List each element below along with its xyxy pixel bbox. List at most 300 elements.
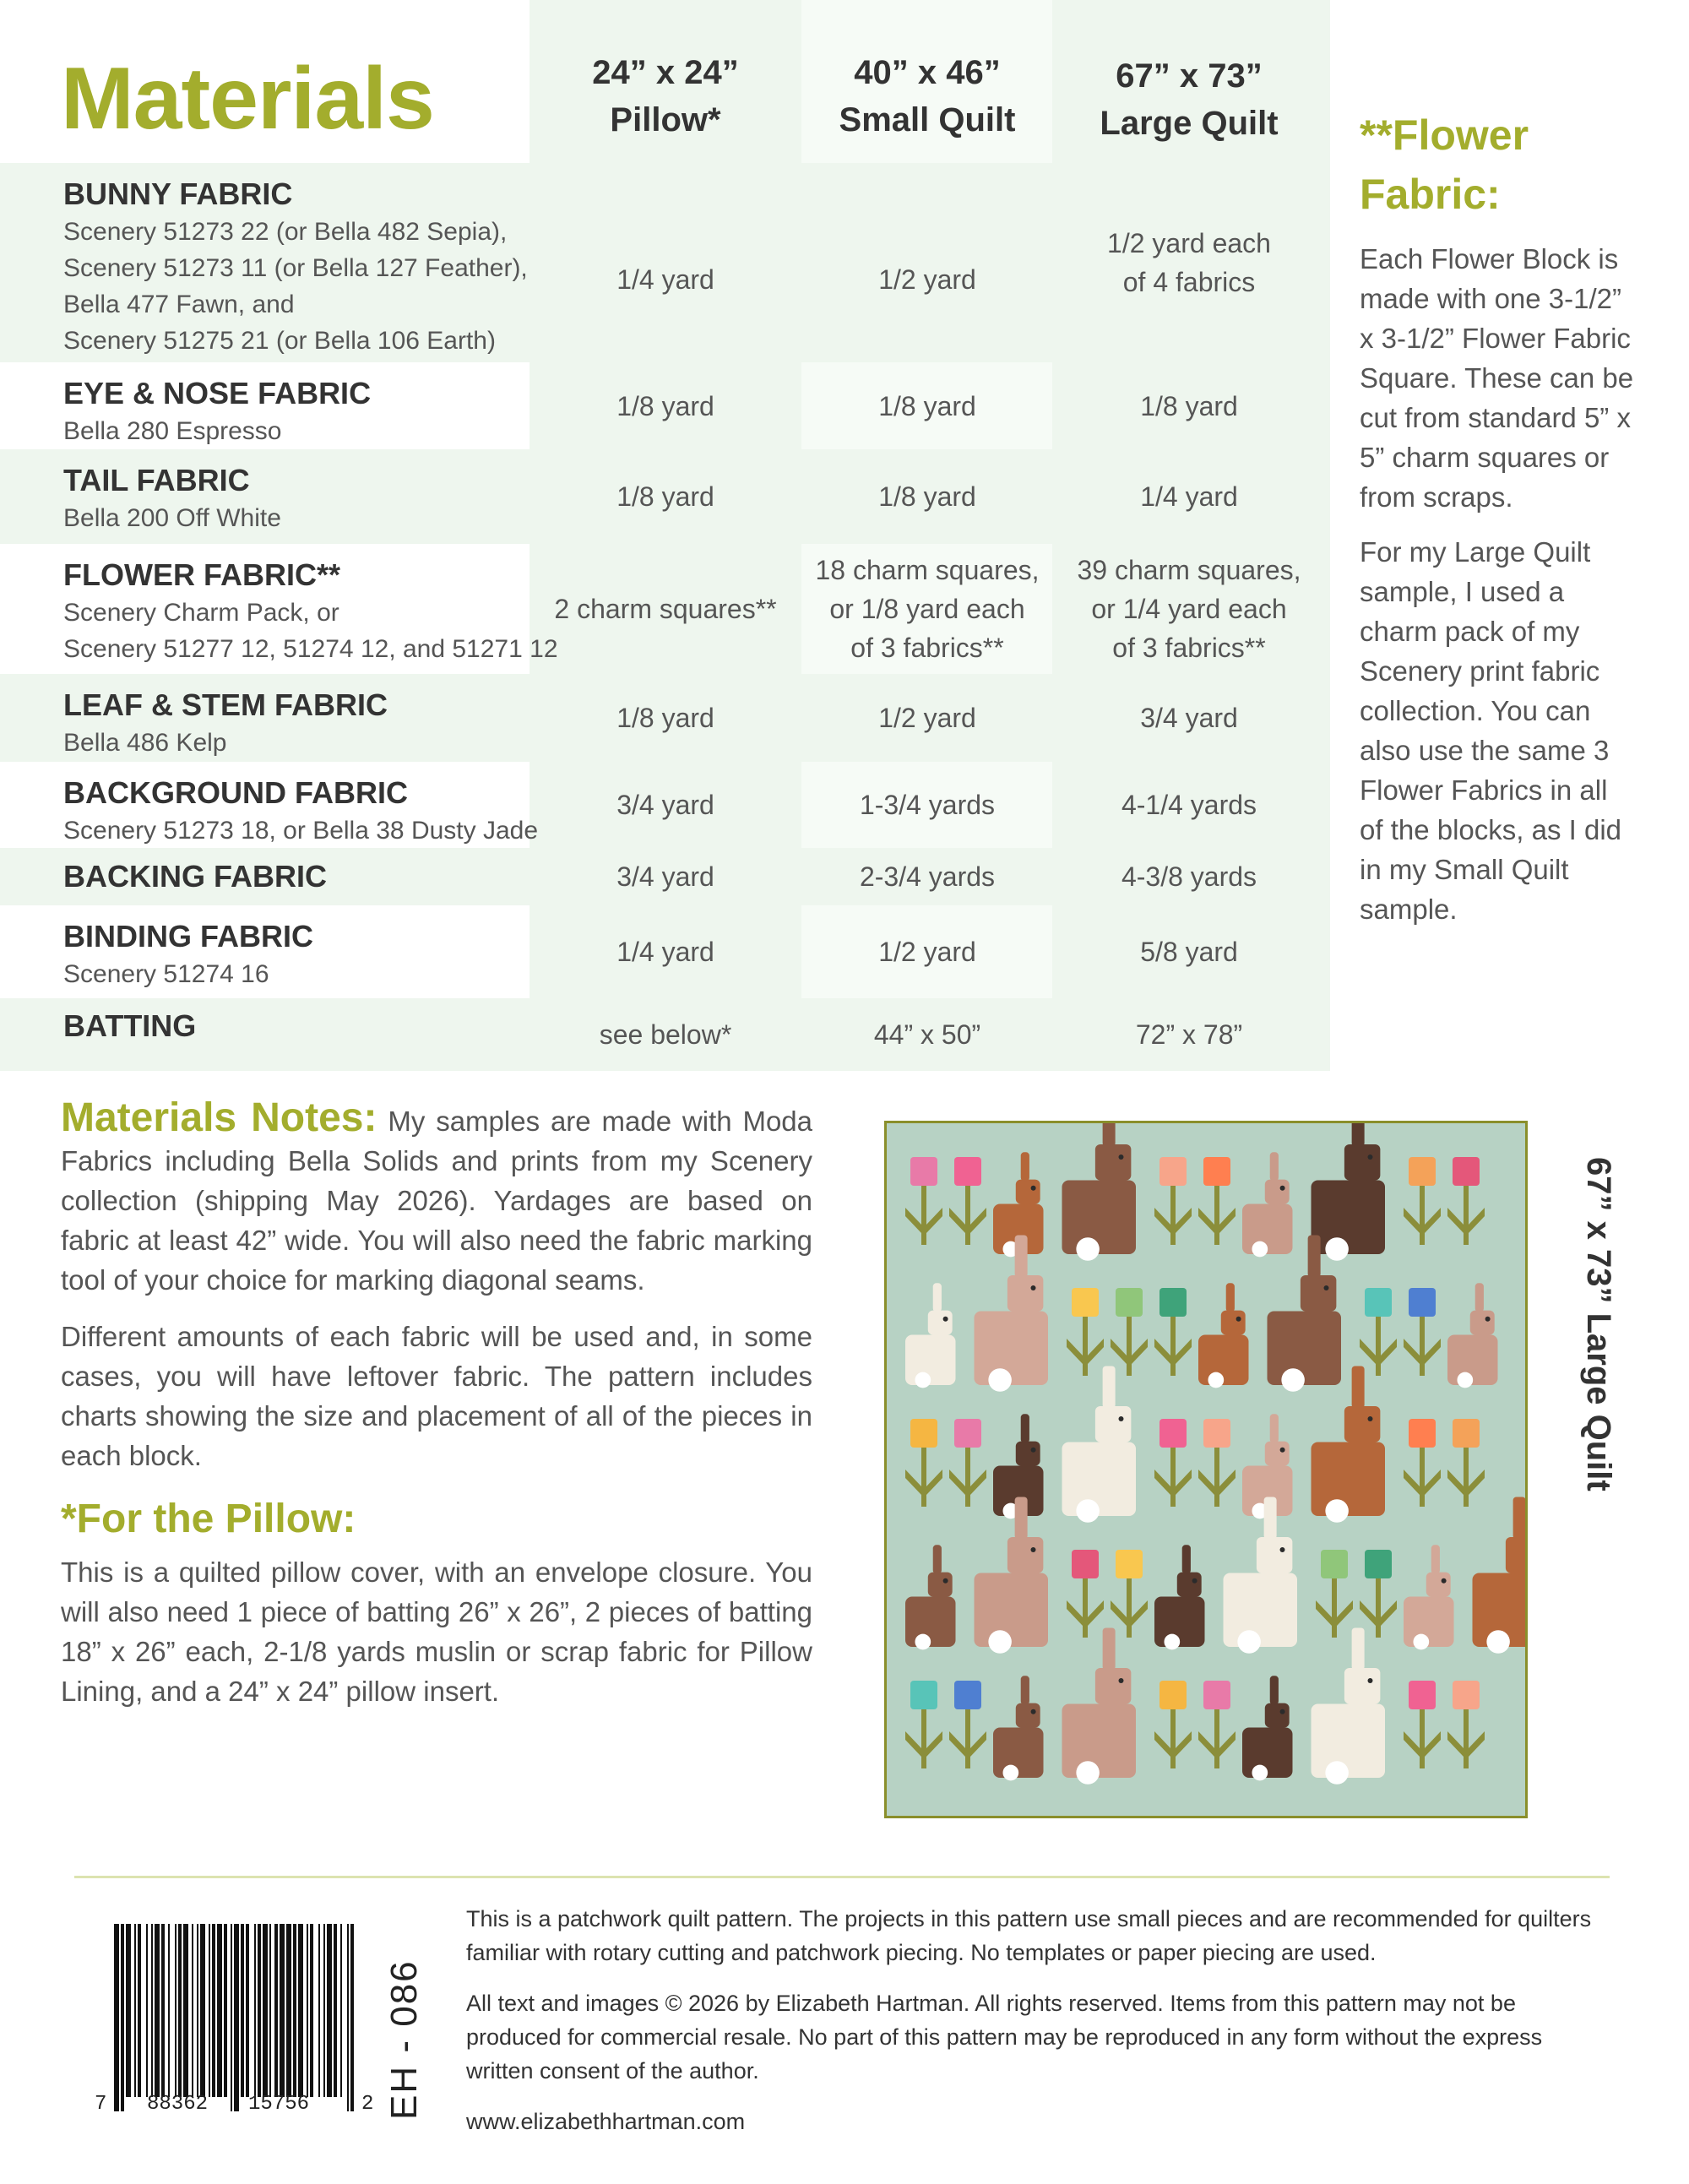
bunny-tail (1325, 1761, 1349, 1785)
bunny-ear (1431, 1545, 1440, 1573)
bunny-ear (1015, 1497, 1028, 1540)
barcode-bar (161, 1924, 165, 2097)
bunny-eye (1031, 1285, 1036, 1290)
bunny-eye (1236, 1317, 1241, 1322)
bunny-eye (1368, 1154, 1373, 1160)
leaf (1425, 1470, 1441, 1495)
barcode-bar (183, 1924, 188, 2097)
quilt-illustration (887, 1123, 1525, 1816)
flower-stem (1420, 1709, 1425, 1768)
bunny-tail (988, 1368, 1012, 1392)
flower-note-paragraph: Each Flower Block is made with one 3-1/2” x 3-1/2” Flower Fabric Square. These can be cut from standard 5” x 5” charm squares or from scraps. (1360, 243, 1634, 513)
barcode-bar (286, 1924, 291, 2097)
barcode-bar (310, 1924, 313, 2097)
bunny-body (1312, 1181, 1386, 1255)
bunny-eye (943, 1317, 948, 1322)
leaf (1067, 1339, 1083, 1364)
flower-stem (1214, 1448, 1219, 1507)
flower-stem (1214, 1186, 1219, 1245)
barcode-bar (138, 1924, 141, 2097)
leaf (1219, 1470, 1236, 1495)
flower-head (1321, 1550, 1348, 1578)
leaf (970, 1470, 986, 1495)
cell-large: 5/8 yard (1140, 937, 1238, 967)
bunny-head (1095, 1406, 1132, 1442)
barcode-bar (350, 1924, 354, 2111)
flower-stem (1083, 1317, 1088, 1376)
bunny-ear (1103, 1366, 1116, 1409)
flower-head (910, 1419, 937, 1448)
bunny-tail (1002, 1765, 1018, 1781)
bunny-tail (1486, 1630, 1510, 1654)
leaf (1219, 1208, 1236, 1233)
leaf (1469, 1208, 1485, 1233)
bunny-body (1447, 1335, 1498, 1386)
bunny-head (1007, 1537, 1044, 1573)
leaf (1067, 1600, 1083, 1626)
bunny-head (1177, 1573, 1202, 1597)
leaf (949, 1208, 965, 1233)
flower-stem (1420, 1448, 1425, 1507)
bunny-body (1224, 1573, 1298, 1648)
flower-head (1203, 1681, 1230, 1709)
flower-head (1072, 1550, 1099, 1578)
flower-stem (1170, 1709, 1176, 1768)
flower-fabric-heading: **Flower Fabric: (1360, 111, 1529, 218)
notes-paragraph: Different amounts of each fabric will be used and, in some cases, you will have leftover fabric. The pattern includes charts showing the size and placement of all of the pieces in each block. (61, 1321, 812, 1471)
leaf (1132, 1339, 1148, 1364)
row-label: TAIL FABRIC Bella 200 Off White (63, 463, 281, 532)
bunny-body (1312, 1704, 1386, 1779)
cell-small: 1/8 yard (878, 481, 976, 512)
cell-large: 4-3/8 yards (1121, 861, 1257, 892)
bunny-tail (1076, 1761, 1100, 1785)
barcode-bar (151, 1924, 153, 2097)
leaf (970, 1731, 986, 1757)
bunny-eye (1368, 1416, 1373, 1421)
bunny-body (905, 1597, 956, 1648)
cell-pillow: see below* (599, 1019, 732, 1050)
barcode-bar (209, 1924, 210, 2097)
flower-head (1159, 1157, 1187, 1186)
barcode-bar (168, 1924, 170, 2097)
leaf (1176, 1208, 1192, 1233)
bunny-head (1095, 1144, 1132, 1181)
cell-pillow: 1/8 yard (616, 703, 714, 733)
leaf (926, 1731, 942, 1757)
flower-stem (1464, 1448, 1469, 1507)
flower-head (1159, 1681, 1187, 1709)
cell-small: 1/2 yard (878, 264, 976, 295)
cell-pillow: 1/8 yard (616, 390, 714, 421)
flower-head (1409, 1419, 1436, 1448)
bunny-ear (1352, 1628, 1365, 1671)
leaf (1425, 1731, 1441, 1757)
barcode-bar (114, 1924, 119, 2111)
notes-paragraph: Materials Notes: My samples are made with Moda Fabrics including Bella Solids and prints from my Scenery collection (shipping May 2026). Yardages are based on fabric at least 42” wide. You will also need the fabric marking tool of your choice for marking diagonal seams. (61, 1095, 813, 1296)
barcode-bar (263, 1924, 268, 2097)
barcode-bar (241, 1924, 244, 2097)
leaf (1198, 1731, 1214, 1757)
leaf (1469, 1470, 1485, 1495)
footer-paragraph: This is a patchwork quilt pattern. The projects in this pattern use small pieces and are recommended for quilters familiar with rotary cutting and patchwork piecing. No templates or paper piecing are used. (466, 1906, 1592, 1965)
row-label: BACKING FABRIC (63, 859, 327, 894)
bunny-tail (1252, 1765, 1268, 1781)
bunny-tail (1076, 1237, 1100, 1261)
bunny-body (1242, 1204, 1293, 1255)
flower-head (910, 1157, 937, 1186)
bunny-eye (1119, 1678, 1124, 1683)
bunny-head (1470, 1311, 1495, 1335)
bunny-tail (1457, 1372, 1473, 1388)
bunny-ear (933, 1283, 942, 1312)
bunny-body (993, 1728, 1044, 1779)
flower-stem (1420, 1317, 1425, 1376)
flower-stem (965, 1709, 970, 1768)
bunny-body (1404, 1597, 1454, 1648)
leaf (1111, 1600, 1127, 1626)
leaf (1154, 1339, 1170, 1364)
flower-stem (1214, 1709, 1219, 1768)
bunny-ear (1352, 1123, 1365, 1147)
large-quilt-image (884, 1121, 1528, 1818)
page-title: Materials (61, 50, 434, 148)
cell-pillow: 3/4 yard (616, 861, 714, 892)
bunny-body (1268, 1312, 1342, 1386)
barcode-bar (254, 1924, 256, 2097)
barcode-bar (155, 1924, 160, 2097)
flower-stem (1127, 1578, 1132, 1638)
leaf (905, 1731, 921, 1757)
column-header-pillow: 24” x 24” Pillow* (592, 54, 739, 139)
leaf (905, 1208, 921, 1233)
bunny-tail (1208, 1372, 1224, 1388)
leaf (1154, 1731, 1170, 1757)
barcode-bar (121, 1924, 124, 2111)
leaf (1447, 1208, 1464, 1233)
flower-stem (1083, 1578, 1088, 1638)
flower-head (1116, 1550, 1143, 1578)
leaf (1425, 1339, 1441, 1364)
barcode-bar (212, 1924, 215, 2097)
leaf (1154, 1470, 1170, 1495)
flower-stem (1376, 1578, 1381, 1638)
column-header-small-quilt: 40” x 46” Small Quilt (839, 54, 1016, 139)
barcode-bar (274, 1924, 278, 2097)
bunny-eye (1192, 1578, 1198, 1584)
bunny-ear (1021, 1676, 1029, 1704)
bunny-ear (1475, 1283, 1484, 1312)
bunny-ear (1513, 1497, 1525, 1540)
bunny-head (1257, 1537, 1293, 1573)
barcode-bar (200, 1924, 205, 2097)
flower-stem (1464, 1709, 1469, 1768)
bunny-ear (1021, 1152, 1029, 1181)
flower-head (954, 1681, 981, 1709)
pillow-paragraph: This is a quilted pillow cover, with an envelope closure. You will also need 1 piece of batting 26” x 26”, 2 pieces of batting 18” x 26” each, 2-1/8 yards muslin or scrap fabric for Pillow Lining, and a 24” x 24” pillow insert. (61, 1557, 812, 1707)
row-label: LEAF & STEM FABRIC Bella 486 Kelp (63, 687, 388, 757)
leaf (1469, 1731, 1485, 1757)
bunny-body (1242, 1728, 1293, 1779)
bunny-ear (1182, 1545, 1191, 1573)
bunny-ear (1264, 1497, 1277, 1540)
flower-stem (965, 1448, 970, 1507)
flower-stem (1376, 1317, 1381, 1376)
notes-heading: Materials Notes: (61, 1095, 377, 1140)
barcode-bar (307, 1924, 308, 2097)
flower-stem (1170, 1448, 1176, 1507)
cell-pillow: 1/8 yard (616, 481, 714, 512)
leaf (1360, 1339, 1376, 1364)
bunny-head (1095, 1668, 1132, 1704)
bunny-eye (1280, 1547, 1285, 1552)
bunny-ear (1270, 1414, 1279, 1442)
leaf (926, 1470, 942, 1495)
leaf (1219, 1731, 1236, 1757)
barcode-bar (280, 1924, 285, 2097)
leaf (1447, 1731, 1464, 1757)
leaf (1132, 1600, 1148, 1626)
leaf (1154, 1208, 1170, 1233)
barcode-bar (323, 1924, 325, 2097)
cell-large: 1/8 yard (1140, 390, 1238, 421)
bunny-head (1265, 1703, 1290, 1728)
cell-large: 1/4 yard (1140, 481, 1238, 512)
bunny-head (1265, 1442, 1290, 1466)
table-row-binding-fabric (0, 905, 1330, 998)
leaf (926, 1208, 942, 1233)
leaf (1404, 1208, 1420, 1233)
barcode-bar (293, 1924, 296, 2097)
bunny-eye (1324, 1285, 1329, 1290)
bunny-body (1062, 1442, 1137, 1517)
barcode-bar (126, 1924, 131, 2097)
barcode-bar (258, 1924, 261, 2097)
bunny-ear (933, 1545, 942, 1573)
bunny-head (1016, 1180, 1040, 1204)
bunny-head (1301, 1275, 1337, 1312)
flower-head (1365, 1550, 1392, 1578)
bunny-tail (915, 1634, 931, 1650)
cell-large: 3/4 yard (1140, 703, 1238, 733)
cell-pillow: 2 charm squares** (554, 594, 777, 624)
bunny-body (975, 1312, 1049, 1386)
bunny-head (928, 1311, 953, 1335)
bunny-tail (1325, 1499, 1349, 1523)
cell-small: 1/2 yard (878, 937, 976, 967)
leaf (949, 1731, 965, 1757)
bunny-eye (1031, 1709, 1036, 1714)
bunny-tail (1325, 1237, 1349, 1261)
bunny-body (1312, 1442, 1386, 1517)
flower-head (1365, 1288, 1392, 1317)
barcode-bar (334, 1924, 337, 2097)
flower-head (1116, 1288, 1143, 1317)
bunny-eye (1280, 1709, 1285, 1714)
flower-stem (1170, 1317, 1176, 1376)
barcode-bar (146, 1924, 148, 2097)
row-label: BATTING (63, 1008, 197, 1043)
row-label: FLOWER FABRIC** Scenery Charm Pack, or Scenery 51277 12, 51274 12, and 51271 12 (63, 557, 558, 663)
leaf (1176, 1470, 1192, 1495)
flower-stem (921, 1709, 926, 1768)
leaf (1088, 1339, 1104, 1364)
barcode-bar (234, 1924, 239, 2111)
barcode-bar (347, 1924, 349, 2111)
flower-stem (1127, 1317, 1132, 1376)
bunny-body (905, 1335, 956, 1386)
flower-head (954, 1419, 981, 1448)
barcode-bar (298, 1924, 303, 2097)
bunny-body (1198, 1335, 1249, 1386)
flower-head (1453, 1157, 1480, 1186)
bunny-body (1154, 1597, 1205, 1648)
cell-small: 1/8 yard (878, 390, 976, 421)
leaf (905, 1470, 921, 1495)
cell-large: 39 charm squares, or 1/4 yard each of 3 fabrics** (1077, 555, 1301, 663)
bunny-head (928, 1573, 953, 1597)
bunny-head (1344, 1144, 1381, 1181)
cell-pillow: 1/4 yard (616, 264, 714, 295)
bunny-eye (1485, 1317, 1491, 1322)
bunny-ear (1015, 1236, 1028, 1278)
cell-pillow: 1/4 yard (616, 937, 714, 967)
footer-text (466, 1902, 1598, 2155)
cell-large: 1/2 yard each of 4 fabrics (1107, 228, 1271, 297)
bunny-ear (1103, 1123, 1116, 1147)
flower-stem (1332, 1578, 1337, 1638)
leaf (1360, 1600, 1376, 1626)
row-label: EYE & NOSE FABRIC Bella 280 Espresso (63, 376, 372, 445)
cell-pillow: 3/4 yard (616, 790, 714, 820)
cell-large: 4-1/4 yards (1121, 790, 1257, 820)
leaf (1316, 1600, 1332, 1626)
cell-small: 44” x 50” (873, 1019, 981, 1050)
flower-note-paragraph: For my Large Quilt sample, I used a charm pack of my Scenery print fabric collection. You can also use the same 3 Flower Fabrics in all of the blocks, as I did in my Small Quilt sample. (1360, 536, 1622, 925)
bunny-tail (1164, 1634, 1180, 1650)
barcode-bar (134, 1924, 136, 2097)
flower-stem (965, 1186, 970, 1245)
bunny-body (975, 1573, 1049, 1648)
table-row-eye-nose-fabric (0, 362, 1330, 449)
barcode-bar (175, 1924, 177, 2097)
quilt-size-label: 67” x 73” Large Quilt (1580, 1157, 1617, 1491)
barcode-bar (231, 1924, 232, 2111)
barcode-icon (114, 1924, 355, 2111)
bunny-eye (1280, 1186, 1285, 1191)
cell-small: 1-3/4 yards (859, 790, 996, 820)
bunny-eye (1442, 1578, 1447, 1584)
bunny-eye (1119, 1154, 1124, 1160)
bunny-eye (1031, 1186, 1036, 1191)
bunny-head (1344, 1406, 1381, 1442)
bunny-tail (1237, 1630, 1261, 1654)
flower-stem (1170, 1186, 1176, 1245)
flower-head (1409, 1288, 1436, 1317)
flower-head (1159, 1419, 1187, 1448)
flower-head (910, 1681, 937, 1709)
barcode-bar (178, 1924, 182, 2097)
table-row-tail-fabric (0, 449, 1330, 544)
bunny-ear (1270, 1676, 1279, 1704)
bunny-head (1016, 1442, 1040, 1466)
bunny-eye (1119, 1416, 1124, 1421)
barcode-bar (192, 1924, 193, 2097)
bunny-ear (1308, 1236, 1321, 1278)
bunny-tail (1281, 1368, 1305, 1392)
barcode-bar (246, 1924, 249, 2097)
flower-head (1409, 1681, 1436, 1709)
bunny-eye (1368, 1678, 1373, 1683)
leaf (1337, 1600, 1353, 1626)
bunny-tail (988, 1630, 1012, 1654)
table-row-batting (0, 998, 1330, 1071)
flower-stem (1464, 1186, 1469, 1245)
flower-head (1072, 1288, 1099, 1317)
row-label: BUNNY FABRIC Scenery 51273 22 (or Bella 482 Sepia), Scenery 51273 11 (or Bella 127 Feather), Bella 477 Fawn, and Scenery 51275 21 (or Bella 106 Earth) (63, 177, 528, 355)
bunny-head (1426, 1573, 1451, 1597)
bunny-ear (1270, 1152, 1279, 1181)
leaf (1198, 1208, 1214, 1233)
leaf (1447, 1470, 1464, 1495)
bunny-head (1221, 1311, 1246, 1335)
flower-head (954, 1157, 981, 1186)
flower-stem (921, 1186, 926, 1245)
bunny-tail (1252, 1241, 1268, 1258)
barcode-bar (217, 1924, 222, 2097)
table-row-bunny-fabric (0, 163, 1330, 362)
bunny-ear (1021, 1414, 1029, 1442)
flower-head (1159, 1288, 1187, 1317)
materials-notes (61, 1095, 813, 1728)
table-row-flower-fabric (0, 544, 1330, 674)
barcode-bar (318, 1924, 320, 2097)
pillow-heading: *For the Pillow: (61, 1497, 356, 1541)
leaf (1381, 1339, 1397, 1364)
barcode-bar (197, 1924, 198, 2097)
cell-small: 2-3/4 yards (859, 861, 996, 892)
bunny-tail (915, 1372, 931, 1388)
barcode-bar (224, 1924, 227, 2097)
row-label: BINDING FABRIC Scenery 51274 16 (63, 919, 313, 988)
flower-head (1409, 1157, 1436, 1186)
leaf (1111, 1339, 1127, 1364)
bunny-eye (1031, 1547, 1036, 1552)
table-row-background-fabric (0, 762, 1330, 848)
bunny-head (1344, 1668, 1381, 1704)
bunny-body (1062, 1704, 1137, 1779)
footer-divider (74, 1876, 1610, 1878)
leaf (1404, 1731, 1420, 1757)
bunny-head (1007, 1275, 1044, 1312)
leaf (1198, 1470, 1214, 1495)
barcode-bar (327, 1924, 332, 2097)
cell-small: 1/2 yard (878, 703, 976, 733)
bunny-eye (1280, 1448, 1285, 1453)
bunny-head (1265, 1180, 1290, 1204)
table-row-leaf-stem-fabric (0, 674, 1330, 762)
bunny-eye (943, 1578, 948, 1584)
website-link[interactable]: www.elizabethhartman.com (466, 2109, 746, 2134)
leaf (1404, 1470, 1420, 1495)
copyright-paragraph: All text and images © 2026 by Elizabeth Hartman. All rights reserved. Items from this pattern may not be produced for commercial resale. No part of this pattern may be reproduced in any form without the express written consent of the author. (466, 1991, 1543, 2083)
bunny-tail (1076, 1499, 1100, 1523)
leaf (1425, 1208, 1441, 1233)
column-header-large-quilt: 67” x 73” Large Quilt (1100, 57, 1279, 142)
flower-head (1453, 1419, 1480, 1448)
leaf (949, 1470, 965, 1495)
leaf (1176, 1339, 1192, 1364)
